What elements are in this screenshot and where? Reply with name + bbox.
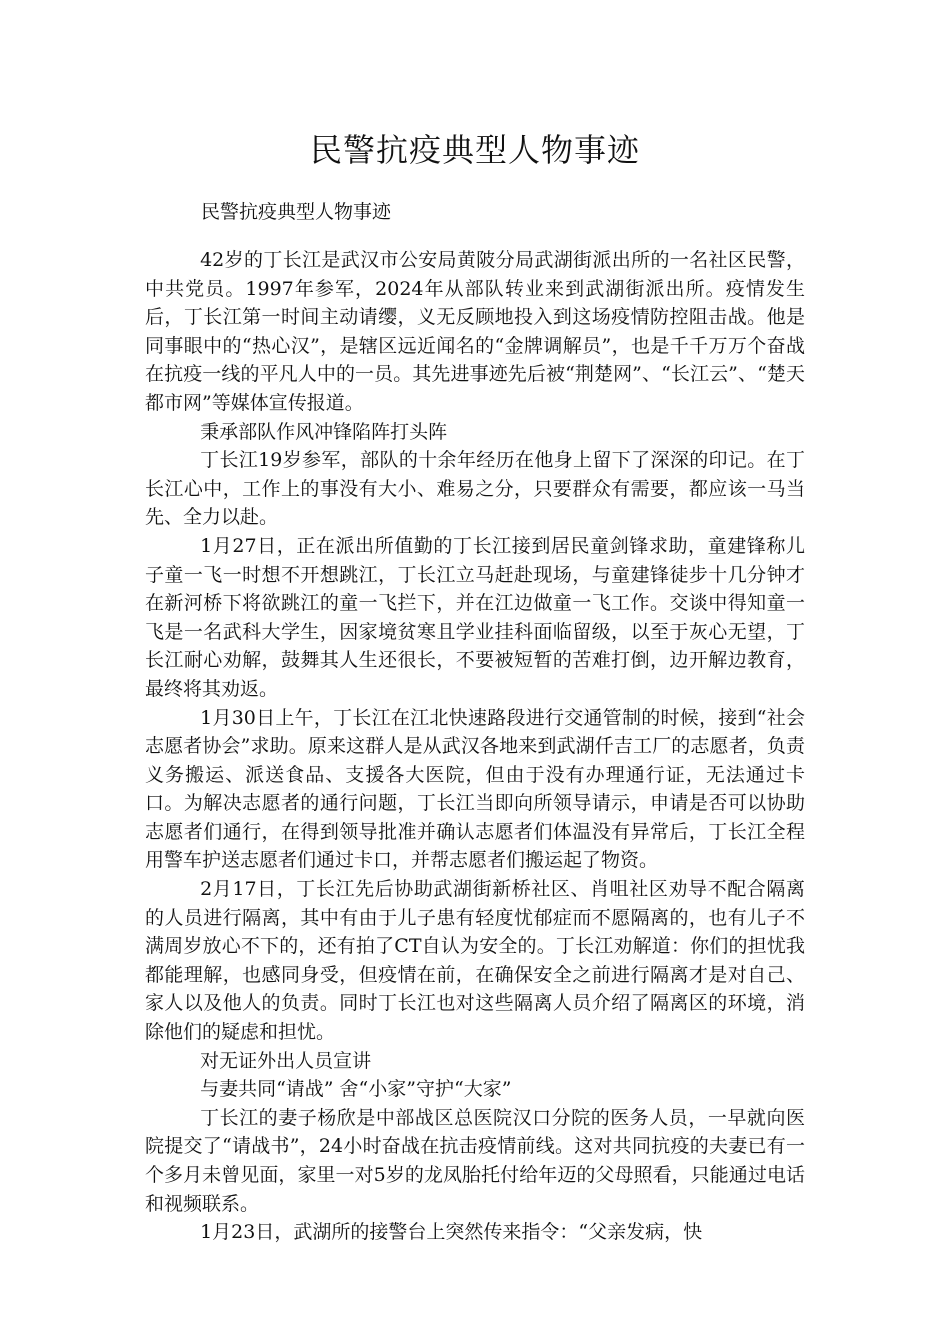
document-title: 民警抗疫典型人物事迹 xyxy=(309,131,640,169)
paragraph: 2月17日，丁长江先后协助武湖街新桥社区、肖咀社区劝导不配合隔离的人员进行隔离，其中有由于儿子患有轻度忧郁症而不愿隔离的，也有儿子不满周岁放心不下的，还有拍了CT自认为安全的。丁长江劝解道：你们的担忧我都能理解，也感同身受，但疫情在前，在确保安全之前进行隔离才是对自己、家人以及他人的负责。同时丁长江也对这些隔离人员介绍了隔离区的环境，消除他们的疑虑和担忧。 xyxy=(145,878,805,1044)
paragraph: 1月30日上午，丁长江在江北快速路段进行交通管制的时候，接到“社会志愿者协会”求助。原来这群人是从武汉各地来到武湖仟吉工厂的志愿者，负责义务搬运、派送食品、支援各大医院，但由于没有办理通行证，无法通过卡口。为解决志愿者的通行问题，丁长江当即向所领导请示，申请是否可以协助志愿者们通行，在得到领导批准并确认志愿者们体温没有异常后，丁长江全程用警车护送志愿者们通过卡口，并帮志愿者们搬运起了物资。 xyxy=(145,706,805,872)
paragraph: 丁长江的妻子杨欣是中部战区总医院汉口分院的医务人员，一早就向医院提交了“请战书”，24小时奋战在抗击疫情前线。这对共同抗疫的夫妻已有一个多月未曾见面，家里一对5岁的龙凤胎托付给年迈的父母照看，只能通过电话和视频联系。 xyxy=(145,1106,805,1215)
section-heading: 与妻共同“请战” 舍“小家”守护“大家” xyxy=(200,1078,512,1101)
section-heading: 秉承部队作风冲锋陷阵打头阵 xyxy=(200,420,448,443)
paragraph: 丁长江19岁参军，部队的十余年经历在他身上留下了深深的印记。在丁长江心中，工作上的事没有大小、难易之分，只要群众有需要，都应该一马当先、全力以赴。 xyxy=(145,449,805,529)
section-heading: 对无证外出人员宣讲 xyxy=(200,1049,372,1072)
document-subtitle: 民警抗疫典型人物事迹 xyxy=(201,201,392,223)
paragraph: 1月27日，正在派出所值勤的丁长江接到居民童剑锋求助，童建锋称儿子童一飞一时想不开想跳江，丁长江立马赶赴现场，与童建锋徒步十几分钟才在新河桥下将欲跳江的童一飞拦下，并在江边做童一飞工作。交谈中得知童一飞是一名武科大学生，因家境贫寒且学业挂科面临留级，以至于灰心无望，丁长江耐心劝解，鼓舞其人生还很长，不要被短暂的苦难打倒，边开解边教育，最终将其劝返。 xyxy=(145,534,805,700)
paragraph: 1月23日，武湖所的接警台上突然传来指令：“父亲发病，快 xyxy=(200,1221,703,1244)
paragraph: 42岁的丁长江是武汉市公安局黄陂分局武湖街派出所的一名社区民警，中共党员。1997年参军，2024年从部队转业来到武湖街派出所。疫情发生后，丁长江第一时间主动请缨，义无反顾地投入到这场疫情防控阻击战。他是同事眼中的“热心汉”，是辖区远近闻名的“金牌调解员”，也是千千万万个奋战在抗疫一线的平凡人中的一员。其先进事迹先后被“荆楚网”、“长江云”、“楚天都市网”等媒体宣传报道。 xyxy=(145,249,805,414)
document-body xyxy=(145,246,805,1247)
